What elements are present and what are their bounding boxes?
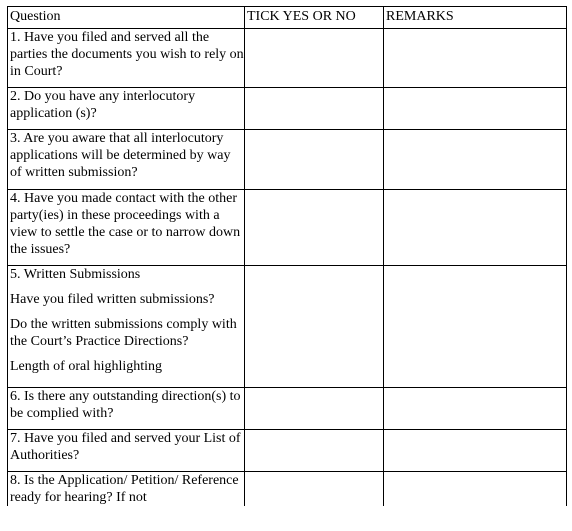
sub-question: Length of oral highlighting [10, 359, 163, 374]
header-question: Question [8, 7, 245, 29]
question-cell: 1. Have you filed and served all the parties the documents you wish to rely on in Court? [8, 29, 245, 88]
remarks-cell[interactable] [384, 29, 567, 88]
tick-cell[interactable] [245, 88, 384, 130]
table-row [8, 29, 567, 88]
table-row [8, 472, 567, 507]
table-row [8, 388, 567, 430]
remarks-cell[interactable] [384, 88, 567, 130]
question-cell: 8. Is the Application/ Petition/ Reference ready for hearing? If not [8, 472, 245, 507]
question-cell: 3. Are you aware that all interlocutory applications will be determined by way of written submission? [8, 130, 245, 190]
remarks-cell[interactable] [384, 190, 567, 266]
remarks-cell[interactable] [384, 430, 567, 472]
tick-cell[interactable] [245, 472, 384, 507]
header-row [8, 7, 567, 29]
checklist-table [7, 6, 567, 506]
sub-question: Have you filed written submissions? [10, 292, 215, 307]
tick-cell[interactable] [245, 266, 384, 388]
remarks-cell[interactable] [384, 130, 567, 190]
table-row [8, 266, 567, 388]
tick-cell[interactable] [245, 29, 384, 88]
question-cell: 7. Have you filed and served your List of Authorities? [8, 430, 245, 472]
question-cell: 2. Do you have any interlocutory application (s)? [8, 88, 245, 130]
tick-cell[interactable] [245, 388, 384, 430]
question-cell: 6. Is there any outstanding direction(s) to be complied with? [8, 388, 245, 430]
remarks-cell[interactable] [384, 388, 567, 430]
tick-cell[interactable] [245, 130, 384, 190]
table-row [8, 430, 567, 472]
section-heading: 5. Written Submissions [10, 267, 141, 282]
tick-cell[interactable] [245, 190, 384, 266]
table-row [8, 130, 567, 190]
remarks-cell[interactable] [384, 472, 567, 507]
sub-question: Do the written submissions comply with the Court’s Practice Directions? [10, 317, 237, 349]
tick-cell[interactable] [245, 430, 384, 472]
question-cell: 4. Have you made contact with the other party(ies) in these proceedings with a view to settle the case or to narrow down the issues? [8, 190, 245, 266]
header-tick-yes-or-no: TICK YES OR NO [245, 7, 384, 29]
remarks-cell[interactable] [384, 266, 567, 388]
header-remarks: REMARKS [384, 7, 567, 29]
table-row [8, 88, 567, 130]
table-row [8, 190, 567, 266]
question-cell [8, 266, 245, 388]
